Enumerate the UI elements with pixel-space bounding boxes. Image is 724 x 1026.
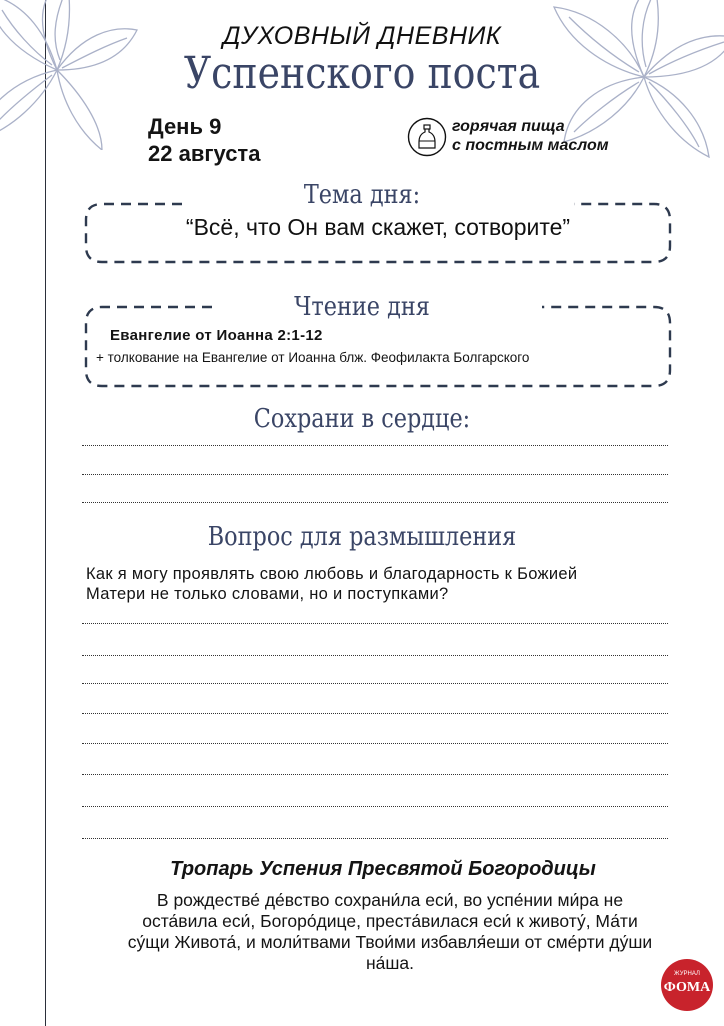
- writing-line[interactable]: [82, 655, 668, 656]
- reading-main: Евангелие от Иоанна 2:1-12: [110, 327, 323, 344]
- logo-name-text: ФОМА: [663, 980, 711, 995]
- topic-heading: Тема дня:: [303, 180, 421, 210]
- topic-text: “Всё, что Он вам скажет, сотворите”: [185, 214, 571, 240]
- question-heading: Вопрос для размышления: [207, 522, 517, 552]
- reading-commentary: + толкование на Евангелие от Иоанна блж. Феофилакта Болгарского: [96, 350, 530, 365]
- question-line-2: Матери не только словами, но и поступками?: [86, 585, 449, 603]
- reading-heading: Чтение дня: [294, 292, 430, 322]
- day-date: 22 августа: [148, 141, 261, 166]
- diary-subtitle: ДУХОВНЫЙ ДНЕВНИК: [222, 22, 502, 50]
- troparion-line-4: на́ша.: [365, 953, 415, 973]
- foma-logo: [660, 958, 714, 1012]
- writing-line[interactable]: [82, 838, 668, 839]
- question-line-1: Как я могу проявлять свою любовь и благодарность к Божией: [86, 565, 578, 583]
- oil-bottle-icon: [407, 117, 447, 157]
- writing-line[interactable]: [82, 445, 668, 446]
- troparion-text: [100, 890, 680, 974]
- logo-small-text: ЖУРНАЛ: [674, 971, 700, 977]
- question-text: [86, 564, 686, 604]
- writing-line[interactable]: [82, 713, 668, 714]
- writing-line[interactable]: [82, 623, 668, 624]
- day-number: День 9: [148, 114, 222, 139]
- food-rule-line-1: горячая пища: [452, 118, 565, 135]
- keep-heading: Сохрани в сердце:: [253, 404, 471, 434]
- troparion-line-3: су́щи Живота́, и моли́твами Твои́ми избавля́еши от сме́рти ду́ши: [127, 932, 653, 952]
- writing-line[interactable]: [82, 474, 668, 475]
- diary-title: Успенского поста: [183, 48, 541, 99]
- writing-line[interactable]: [82, 774, 668, 775]
- writing-line[interactable]: [82, 743, 668, 744]
- troparion-line-2: оста́вила еси́, Богоро́дице, преста́вилася еси́ к животу́, Ма́ти: [142, 911, 638, 931]
- writing-line[interactable]: [82, 806, 668, 807]
- writing-line[interactable]: [82, 683, 668, 684]
- reading-frame: [82, 304, 674, 390]
- writing-line[interactable]: [82, 502, 668, 503]
- troparion-line-1: В рождестве́ де́вство сохрани́ла еси́, во успе́нии ми́ра не: [156, 890, 624, 910]
- troparion-title: Тропарь Успения Пресвятой Богородицы: [170, 858, 596, 880]
- food-rule-line-2: с постным маслом: [452, 137, 609, 154]
